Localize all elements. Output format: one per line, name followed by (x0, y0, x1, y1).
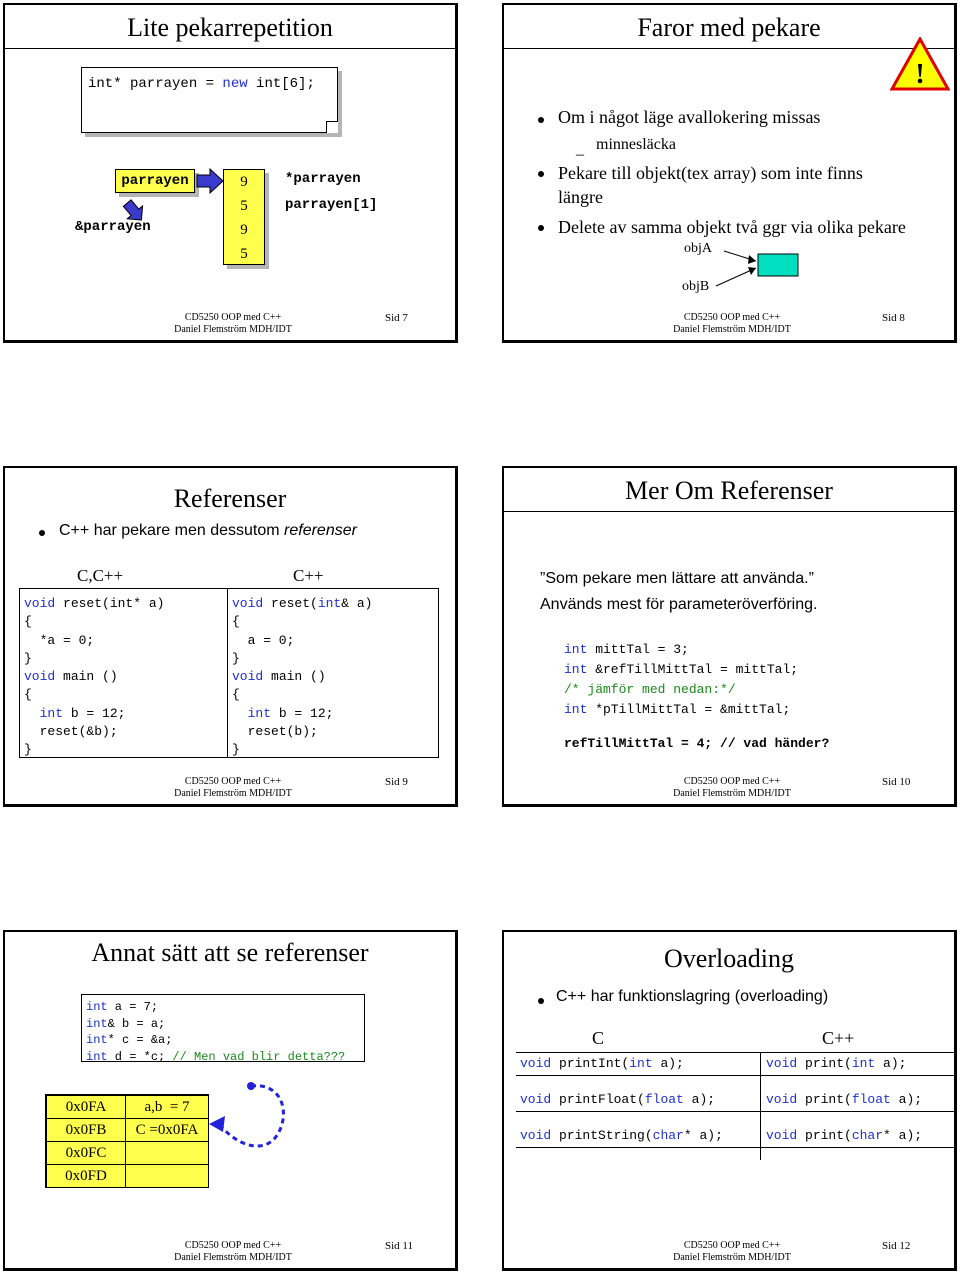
table-cell: void printFloat(float a); (520, 1092, 716, 1107)
slide-footer (504, 776, 954, 804)
footer-course: CD5250 OOP med C++ Daniel Flemström MDH/IDT (673, 1240, 791, 1263)
col-header-left: C,C++ (77, 566, 124, 585)
array-cell: 5 (240, 198, 248, 214)
svg-text:!: ! (915, 59, 925, 90)
bullet-text: C++ har pekare men dessutom referenser (59, 522, 357, 539)
page-number: Sid 10 (882, 776, 911, 788)
slide-footer (5, 1240, 455, 1268)
col-header-right: C++ (293, 566, 324, 585)
slide-11 (3, 930, 458, 1271)
slide-title: Mer Om Referenser (504, 468, 954, 512)
bullet-icon (39, 530, 45, 536)
slide-7 (3, 3, 458, 343)
slide-12 (502, 930, 957, 1271)
slide-10 (502, 466, 957, 807)
table-cell: void print(int a); (766, 1056, 907, 1071)
bullet-text: Delete av samma objekt två ggr via olika pekare (558, 217, 906, 237)
mem-value: C =0x0FA (125, 1118, 209, 1142)
obj-pointers (504, 5, 959, 305)
slide-title: Annat sätt att se referenser (91, 938, 369, 967)
code-block: int mittTal = 3; int &refTillMittTal = mittTal; /* jämför med nedan:*/ int *pTillMittTal = &mittTal; (564, 642, 799, 717)
arrow-up-icon (120, 197, 149, 227)
footer-course: CD5250 OOP med C++ Daniel Flemström MDH/IDT (673, 312, 791, 335)
text-line: Används mest för parameteröverföring. (540, 596, 818, 613)
code-left: void reset(int* a) { *a = 0; } void main () { int b = 12; reset(&b); } (19, 588, 227, 758)
bullet-text: C++ har funktionslagring (overloading) (556, 988, 829, 1005)
mem-addr: 0x0FA (46, 1095, 126, 1119)
table-cell: void printInt(int a); (520, 1056, 684, 1071)
page-number: Sid 12 (882, 1240, 911, 1252)
page-number: Sid 11 (385, 1240, 414, 1252)
text-line: ”Som pekare men lättare att använda.” (540, 570, 814, 587)
code-line: int* parrayen = new int[6]; (88, 76, 315, 92)
parrayen-label: parrayen (115, 169, 195, 193)
slide-title: Lite pekarrepetition (5, 5, 455, 49)
index-label: parrayen[1] (285, 197, 378, 213)
table-cell: void print(float a); (766, 1092, 923, 1107)
slide-footer (504, 312, 954, 340)
slide-footer (5, 312, 455, 340)
slide-8 (502, 3, 957, 343)
addr-label: &parrayen (75, 219, 151, 235)
bullet-icon (538, 998, 544, 1004)
slide-title: Referenser (173, 484, 287, 513)
mem-addr: 0x0FC (46, 1141, 126, 1165)
code-line: refTillMittTal = 4; // vad händer? (564, 736, 830, 751)
footer-course: CD5250 OOP med C++ Daniel Flemström MDH/IDT (673, 776, 791, 799)
obja-label: objA (684, 241, 712, 256)
dash-icon: – (576, 146, 584, 163)
array-cells (223, 169, 265, 265)
col-header-c: C (592, 1028, 605, 1048)
mem-addr: 0x0FB (46, 1118, 126, 1142)
array-cell: 5 (240, 246, 248, 262)
array-cell: 9 (240, 222, 248, 238)
slide-footer (504, 1240, 954, 1268)
footer-course: CD5250 OOP med C++ Daniel Flemström MDH/IDT (174, 1240, 292, 1263)
sub-bullet-text: minnesläcka (596, 136, 676, 153)
page-number: Sid 8 (882, 312, 905, 324)
table-cell: void printString(char* a); (520, 1128, 723, 1143)
array-cell: 9 (240, 174, 248, 190)
objb-label: objB (682, 279, 710, 294)
deref-label: *parrayen (285, 171, 361, 187)
mem-value: a,b = 7 (125, 1095, 209, 1119)
memory-table (45, 1094, 209, 1188)
slide-title: Faror med pekare (504, 5, 954, 49)
slide-footer (5, 776, 455, 804)
code-box: int a = 7; int& b = a; int* c = &a; int d = *c; // Men vad blir detta??? (81, 994, 365, 1062)
page-number: Sid 7 (385, 312, 408, 324)
overload-table (516, 1052, 956, 1160)
arrow-right-icon (197, 169, 223, 193)
footer-course: CD5250 OOP med C++ Daniel Flemström MDH/IDT (174, 776, 292, 799)
col-header-cpp: C++ (822, 1028, 855, 1048)
object-box (758, 254, 798, 276)
slide-title: Overloading (664, 944, 794, 973)
mem-addr: 0x0FD (46, 1164, 126, 1188)
slide-9 (3, 466, 458, 807)
bullet-text: Pekare till objekt(tex array) som inte finns längre (558, 163, 863, 207)
code-right: void reset(int& a) { a = 0; } void main () { int b = 12; reset(b); } (227, 588, 439, 758)
footer-course: CD5250 OOP med C++ Daniel Flemström MDH/IDT (174, 312, 292, 335)
reference-arrow-icon (195, 1078, 295, 1174)
table-cell: void print(char* a); (766, 1128, 923, 1143)
bullet-text: Om i något läge avallokering missas (558, 107, 821, 127)
page-number: Sid 9 (385, 776, 408, 788)
